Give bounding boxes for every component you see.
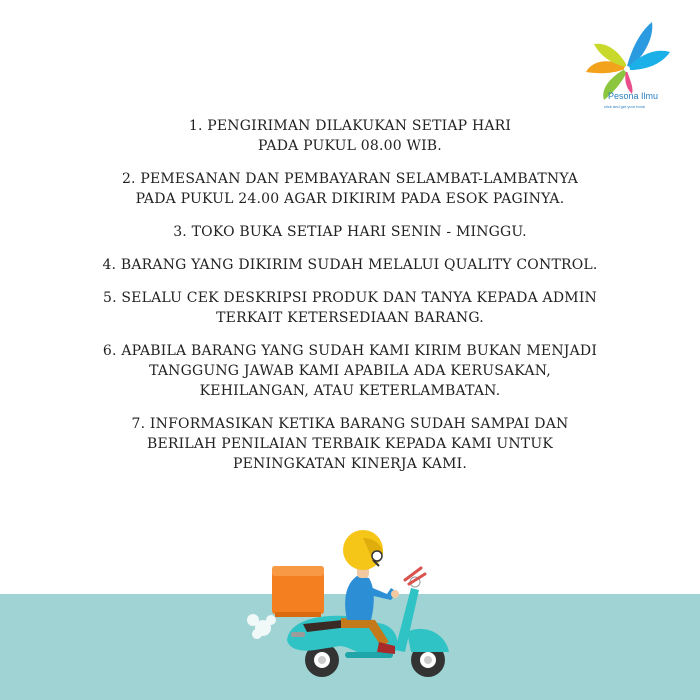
- brand-name: Pesona Ilmu: [608, 91, 659, 101]
- brand-tagline: click and get your book: [604, 104, 645, 109]
- rule-item: 1. PENGIRIMAN DILAKUKAN SETIAP HARI PADA PUKUL 08.00 WIB.: [188, 118, 512, 154]
- delivery-box: [272, 566, 324, 617]
- delivery-scooter-icon: [245, 528, 465, 680]
- rule-item: 2. PEMESANAN DAN PEMBAYARAN SELAMBAT-LAMBATNYA PADA PUKUL 24.00 AGAR DIKIRIM PADA ESOK PAGINYA.: [121, 171, 579, 207]
- rule-item: 7. INFORMASIKAN KETIKA BARANG SUDAH SAMPAI DAN BERILAH PENILAIAN TERBAIK KEPADA KAMI UNTUK PENINGKATAN KINERJA KAMI.: [131, 416, 569, 472]
- rule-item: 3. TOKO BUKA SETIAP HARI SENIN - MINGGU.: [173, 224, 527, 240]
- exhaust-smoke: [247, 614, 276, 639]
- brand-logo: [580, 14, 690, 114]
- rule-item: 4. BARANG YANG DIKIRIM SUDAH MELALUI QUALITY CONTROL.: [102, 257, 598, 273]
- rule-item: 5. SELALU CEK DESKRIPSI PRODUK DAN TANYA KEPADA ADMIN TERKAIT KETERSEDIAAN BARANG.: [102, 290, 598, 326]
- rules-list: [60, 116, 640, 487]
- rule-item: 6. APABILA BARANG YANG SUDAH KAMI KIRIM BUKAN MENJADI TANGGUNG JAWAB KAMI APABILA ADA KERUSAKAN, KEHILANGAN, ATAU KETERLAMBATAN.: [102, 343, 598, 399]
